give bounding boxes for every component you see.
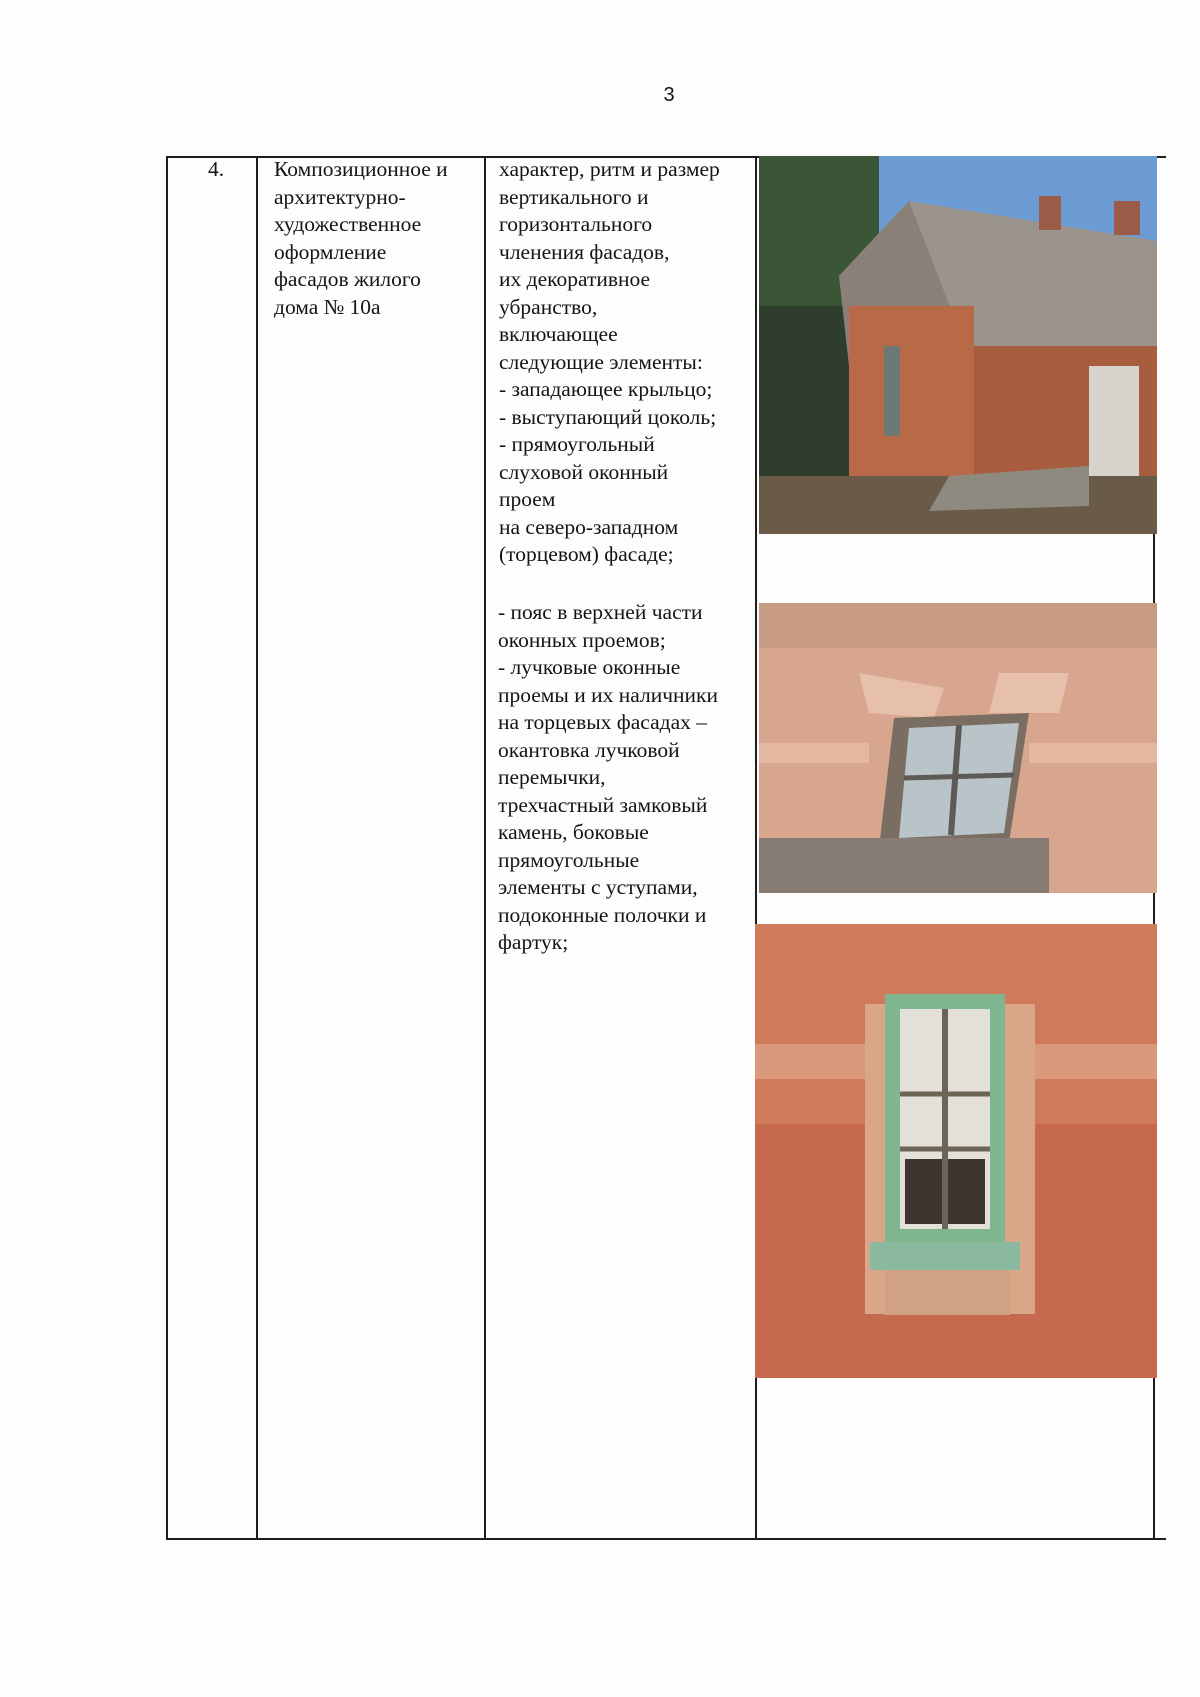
page-number: 3	[663, 84, 675, 106]
column-divider-1	[256, 156, 258, 1540]
photo-house-exterior	[759, 156, 1157, 534]
row-number: 4.	[208, 157, 225, 181]
table-bottom-border	[166, 1538, 1166, 1540]
column-divider-2	[484, 156, 486, 1540]
photo-green-window	[755, 924, 1157, 1378]
heritage-table-row	[166, 156, 1166, 1540]
description-part2: - пояс в верхней части оконных проемов; - лучковые оконные проемы и их наличники на торцевых фасадах – окантовка лучковой перемычки, трехчастный замковый камень, боковые прямоугольные элементы с уступами, подоконные полочки и фартук;	[498, 600, 718, 954]
table-left-border	[166, 156, 168, 1540]
description-part1: характер, ритм и размер вертикального и горизонтального членения фасадов, их декоративное убранство, включающее следующие элементы: - западающее крыльцо; - выступающий цоколь; - прямоугольный слуховой оконный проем на северо-западном (торцевом) фасаде;	[499, 157, 720, 566]
photo-window-lintel	[759, 603, 1157, 893]
object-title: Композиционное и архитектурно- художественное оформление фасадов жилого дома № 10а	[274, 157, 448, 319]
